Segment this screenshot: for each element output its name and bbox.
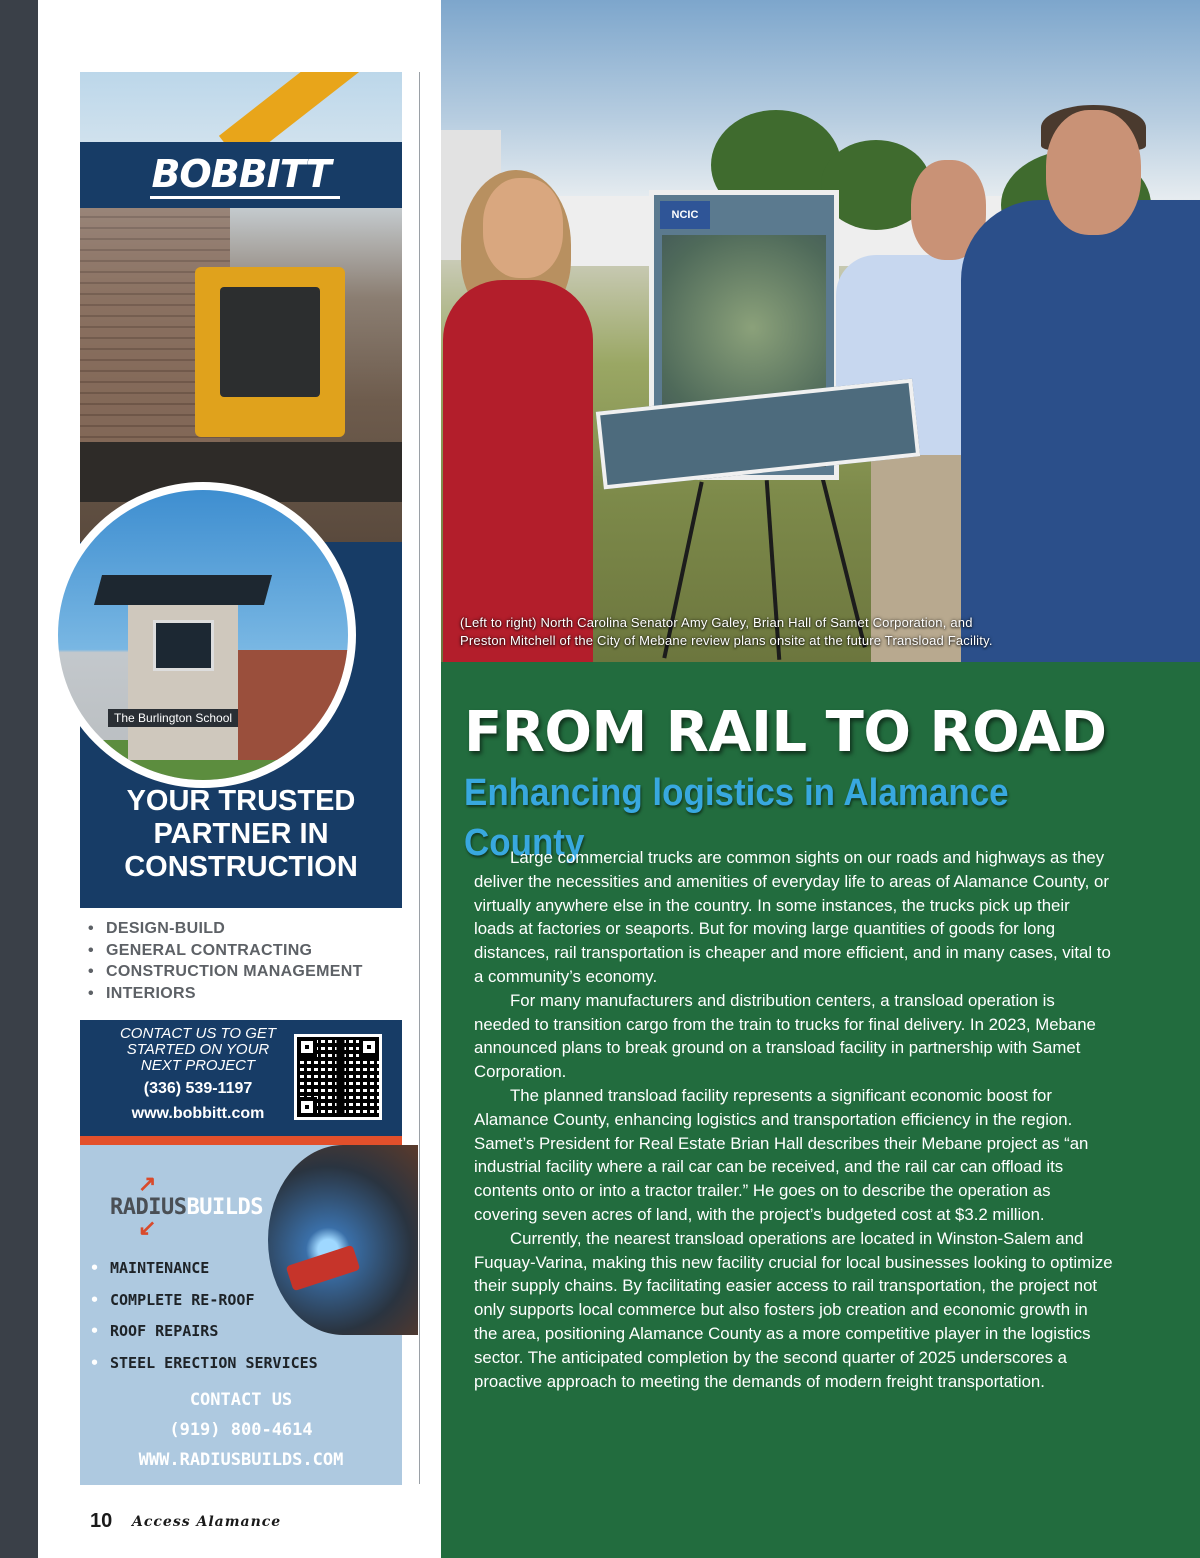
magazine-name: Access Alamance <box>132 1514 282 1530</box>
list-item: • GENERAL CONTRACTING <box>88 940 363 962</box>
article-headline: FROM RAIL TO ROAD <box>464 700 1107 765</box>
contact-prompt: CONTACT US TO GET STARTED ON YOUR NEXT PROJECT <box>119 1025 277 1074</box>
article-paragraph: Large commercial trucks are common sights on our roads and highways as they deliver the necessities and amenities of everyday life to areas of Alamance County, or virtually anywhere else in the country. In some instances, the trucks pick up their loads at factories or seaports. But for moving large quantities of goods for long distances, rail transportation is cheaper and more efficient, and in many cases, vital to a community’s economy. <box>474 848 1111 986</box>
radius-builds-ad[interactable] <box>80 1145 402 1485</box>
school-photo <box>50 482 356 788</box>
radius-contact-label: CONTACT US <box>189 1390 293 1410</box>
radius-services-list <box>90 1253 318 1379</box>
article-subheadline: Enhancing logistics in Alamance County <box>464 772 1009 864</box>
radius-contact <box>80 1385 402 1475</box>
qr-code-icon[interactable] <box>294 1034 382 1120</box>
bobbitt-tagline: YOUR TRUSTED PARTNER IN CONSTRUCTION <box>124 785 358 883</box>
article-paragraph: The planned transload facility represents a significant economic boost for Alamance County, enhancing logistics and transportation efficiency in the region. Samet’s President for Real Estate Brian Hall describes their Mebane project as “an industrial facility where a rail car can be received, and the rail car can offload its contents onto or into a tractor trailer.” He goes on to describe the operation as covering seven acres of land, with the project’s budgeted cost at $3.2 million. <box>474 1085 1089 1224</box>
list-item: • COMPLETE RE-ROOF <box>90 1285 318 1317</box>
column-divider <box>419 72 420 1484</box>
bobbitt-ad[interactable] <box>80 72 402 1136</box>
radius-phone[interactable]: (919) 800-4614 <box>169 1420 313 1440</box>
radius-logo: RADIUSBUILDS <box>110 1195 263 1220</box>
page-number: 10 <box>90 1510 113 1532</box>
article-paragraph: For many manufacturers and distribution centers, a transload operation is needed to transition cargo from the train to trucks for final delivery. In 2023, Mebane announced plans to break ground on a transload facility in partnership with Samet Corporation. <box>474 990 1096 1082</box>
list-item: • STEEL ERECTION SERVICES <box>90 1348 318 1380</box>
article-body <box>474 846 1114 1393</box>
list-item: • CONSTRUCTION MANAGEMENT <box>88 961 363 983</box>
arrow-icon: ↙ <box>138 1215 157 1240</box>
list-item: • ROOF REPAIRS <box>90 1316 318 1348</box>
article-photo <box>441 0 1200 662</box>
ncic-logo: NCIC <box>660 201 710 229</box>
school-label: The Burlington School <box>108 709 238 727</box>
bobbitt-services-list <box>88 918 363 1004</box>
photo-caption: (Left to right) North Carolina Senator Amy Galey, Brian Hall of Samet Corporation, and Preston Mitchell of the City of Mebane review plans onsite at the future Transload Facility. <box>460 615 993 648</box>
accent-stripe <box>80 1136 402 1145</box>
bobbitt-contact-panel <box>80 1020 402 1136</box>
arrow-icon: ↗ <box>138 1171 157 1196</box>
page-spine <box>0 0 38 1558</box>
radius-website-link[interactable]: WWW.RADIUSBUILDS.COM <box>138 1450 344 1470</box>
list-item: • DESIGN-BUILD <box>88 918 363 940</box>
list-item: • MAINTENANCE <box>90 1253 318 1285</box>
bobbitt-website-link[interactable]: www.bobbitt.com <box>131 1105 265 1122</box>
logo-underline <box>150 196 340 199</box>
bobbitt-phone[interactable]: (336) 539-1197 <box>143 1080 253 1097</box>
bobbitt-logo: BOBBITT <box>151 152 331 196</box>
list-item: • INTERIORS <box>88 983 363 1005</box>
article-paragraph: Currently, the nearest transload operations are located in Winston-Salem and Fuquay-Varina, making this new facility crucial for local businesses looking to optimize their supply chains. By facilitating easier access to rail transportation, the project not only supports local commerce but also fosters job creation and economic growth in the area, positioning Alamance County as a more competitive player in the logistics sector. The anticipated completion by the second quarter of 2025 underscores a proactive approach to meeting the demands of modern freight transportation. <box>474 1228 1113 1391</box>
